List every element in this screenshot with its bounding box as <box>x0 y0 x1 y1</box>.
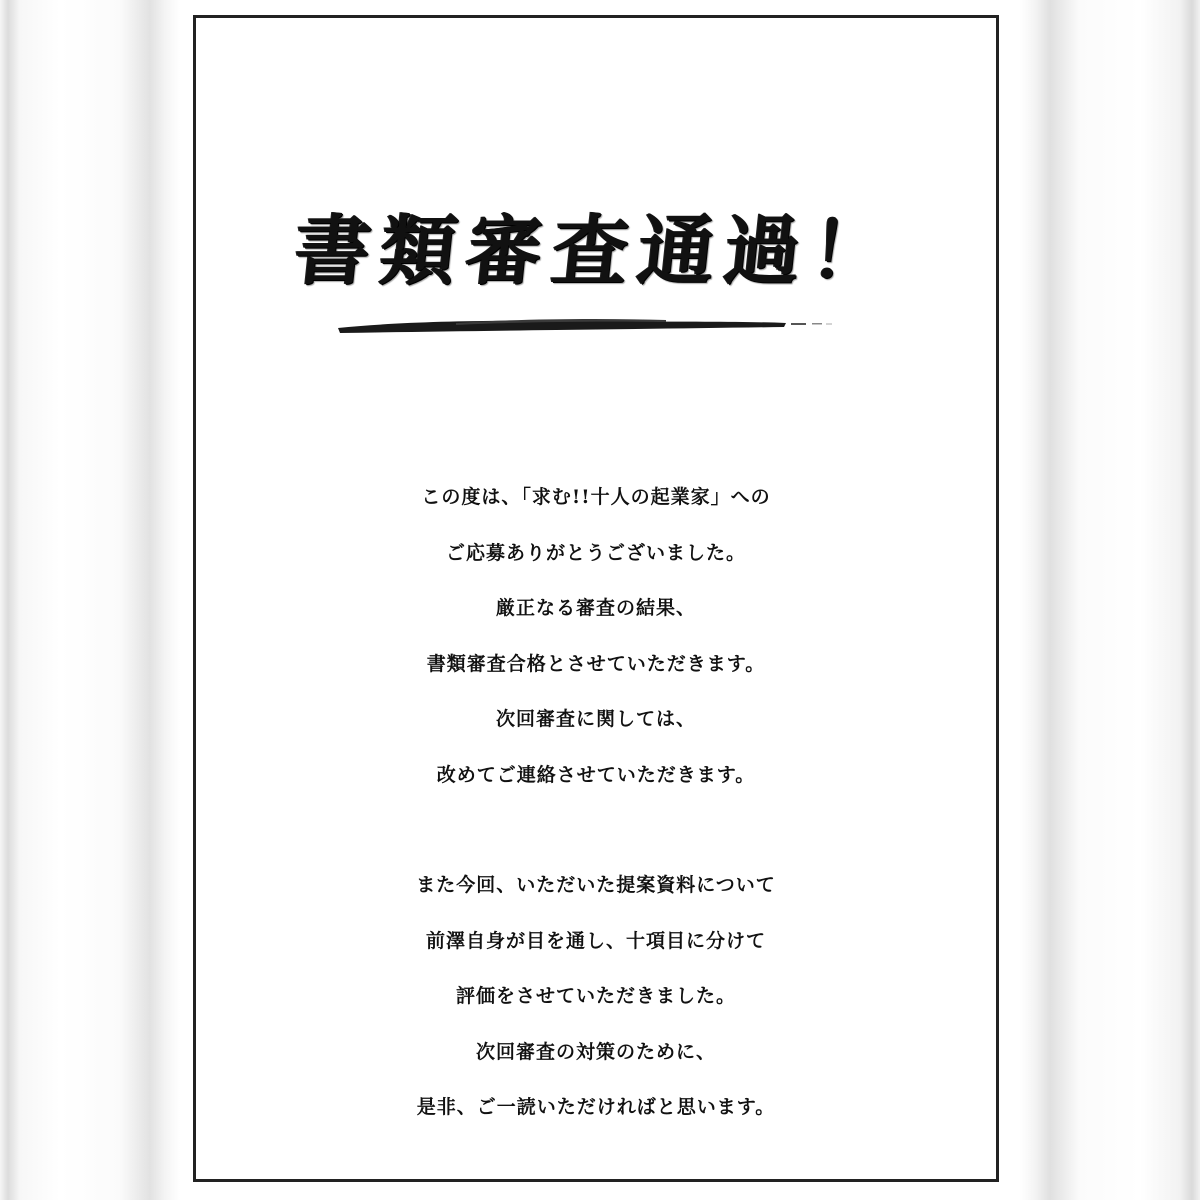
message-line: 前澤自身が目を通し、十項目に分けて <box>425 929 766 952</box>
page-title: 書類審査通過！ <box>289 206 902 295</box>
message-line: 書類審査合格とさせていただきます。 <box>426 652 766 675</box>
message-line: 次回審査に関しては、 <box>495 708 696 730</box>
message-line: 是非、ご一読いただければと思います。 <box>416 1096 776 1118</box>
message-line: また今回、いただいた提案資料について <box>416 874 776 896</box>
message-line: ご応募ありがとうございました。 <box>445 541 746 564</box>
message-body <box>196 477 996 1143</box>
message-line: 改めてご連絡させていただきます。 <box>436 763 756 786</box>
message-line: 評価をさせていただきました。 <box>455 985 736 1007</box>
message-line: 厳正なる審査の結果、 <box>495 597 696 619</box>
title-block <box>196 190 996 299</box>
brush-stroke-underline <box>336 314 836 338</box>
message-line: この度は、「求む!!十人の起業家」への <box>421 486 771 508</box>
paragraph-spacer <box>196 810 996 865</box>
letter-page <box>193 15 999 1182</box>
message-line: 次回審査の対策のために、 <box>475 1040 716 1063</box>
